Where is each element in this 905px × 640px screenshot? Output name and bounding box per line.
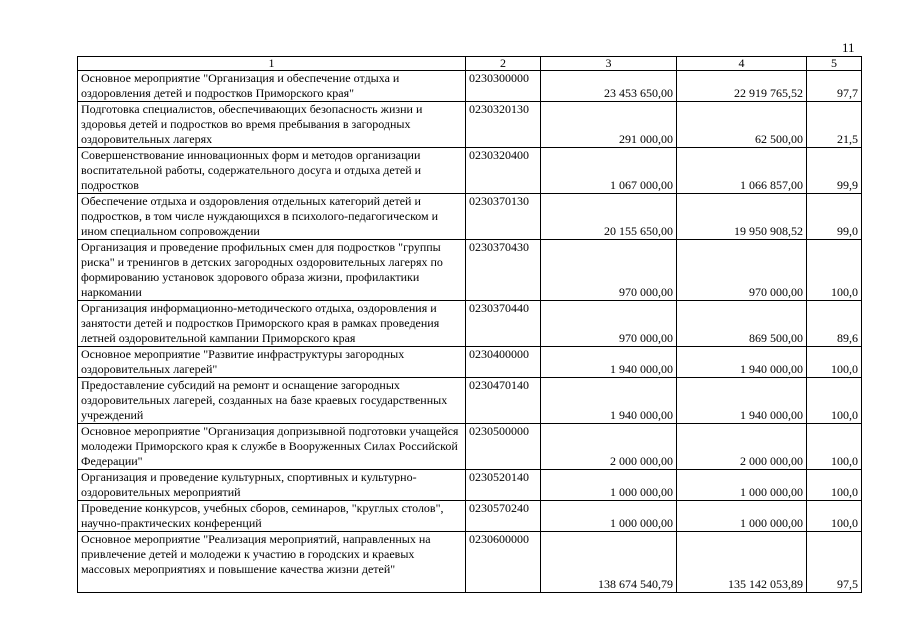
col-header-name: 1 — [78, 57, 466, 71]
row-code: 0230320130 — [466, 102, 541, 148]
row-code: 0230470140 — [466, 378, 541, 424]
table-row — [78, 378, 862, 424]
row-planned: 1 940 000,00 — [541, 347, 677, 378]
col-header-code: 2 — [466, 57, 541, 71]
row-name: Подготовка специалистов, обеспечивающих безопасность жизни и здоровья детей и подростков во время пребывания в загородных оздоровительных лагерях — [78, 102, 466, 148]
row-actual: 1 940 000,00 — [677, 378, 807, 424]
row-actual: 19 950 908,52 — [677, 194, 807, 240]
row-name: Основное мероприятие "Развитие инфраструктуры загородных оздоровительных лагерей" — [78, 347, 466, 378]
row-name: Организация и проведение культурных, спортивных и культурно-оздоровительных мероприятий — [78, 470, 466, 501]
row-code: 0230600000 — [466, 532, 541, 593]
col-header-actual: 4 — [677, 57, 807, 71]
row-percent: 89,6 — [807, 301, 862, 347]
row-name: Обеспечение отдыха и оздоровления отдельных категорий детей и подростков, в том числе нуждающихся в психолого-педагогическом и ином специальном сопровождении — [78, 194, 466, 240]
row-planned: 291 000,00 — [541, 102, 677, 148]
row-actual: 1 000 000,00 — [677, 501, 807, 532]
row-name: Организация информационно-методического отдыха, оздоровления и занятости детей и подростков Приморского края в рамках проведения летней оздоровительной кампании Приморского края — [78, 301, 466, 347]
row-actual: 970 000,00 — [677, 240, 807, 301]
row-percent: 100,0 — [807, 378, 862, 424]
row-name: Совершенствование инновационных форм и методов организации воспитательной работы, содержательного досуга и отдыха детей и подростков — [78, 148, 466, 194]
table-row — [78, 470, 862, 501]
row-code: 0230370430 — [466, 240, 541, 301]
table-row — [78, 532, 862, 593]
page-number: 11 — [842, 40, 855, 55]
row-planned: 970 000,00 — [541, 301, 677, 347]
row-percent: 97,7 — [807, 71, 862, 102]
row-planned: 1 000 000,00 — [541, 501, 677, 532]
row-planned: 2 000 000,00 — [541, 424, 677, 470]
row-name: Основное мероприятие "Реализация мероприятий, направленных на привлечение детей и молодежи к участию в городских и краевых массовых мероприятиях и повышение качества жизни детей" — [78, 532, 466, 593]
row-name: Основное мероприятие "Организация допризывной подготовки учащейся молодежи Приморского края к службе в Вооруженных Силах Российской Федерации" — [78, 424, 466, 470]
row-code: 0230400000 — [466, 347, 541, 378]
row-name: Проведение конкурсов, учебных сборов, семинаров, "круглых столов", научно-практических конференций — [78, 501, 466, 532]
table-row — [78, 194, 862, 240]
row-actual: 1 940 000,00 — [677, 347, 807, 378]
col-header-planned: 3 — [541, 57, 677, 71]
row-actual: 1 000 000,00 — [677, 470, 807, 501]
row-code: 0230500000 — [466, 424, 541, 470]
row-planned: 970 000,00 — [541, 240, 677, 301]
row-planned: 1 940 000,00 — [541, 378, 677, 424]
row-name: Предоставление субсидий на ремонт и оснащение загородных оздоровительных лагерей, созданных на базе краевых государственных учреждений — [78, 378, 466, 424]
table-row — [78, 424, 862, 470]
row-actual: 869 500,00 — [677, 301, 807, 347]
table-row — [78, 501, 862, 532]
table-row — [78, 240, 862, 301]
row-code: 0230370130 — [466, 194, 541, 240]
row-percent: 21,5 — [807, 102, 862, 148]
row-planned: 20 155 650,00 — [541, 194, 677, 240]
row-code: 0230570240 — [466, 501, 541, 532]
budget-table — [77, 56, 862, 593]
table-row — [78, 102, 862, 148]
row-planned: 138 674 540,79 — [541, 532, 677, 593]
row-name: Организация и проведение профильных смен для подростков "группы риска" и тренингов в детских загородных оздоровительных лагерях по формированию установок здорового образа жизни, профилактики наркомании — [78, 240, 466, 301]
row-code: 0230300000 — [466, 71, 541, 102]
row-actual: 22 919 765,52 — [677, 71, 807, 102]
col-header-percent: 5 — [807, 57, 862, 71]
row-code: 0230370440 — [466, 301, 541, 347]
row-percent: 97,5 — [807, 532, 862, 593]
row-planned: 1 067 000,00 — [541, 148, 677, 194]
table-row — [78, 347, 862, 378]
row-actual: 62 500,00 — [677, 102, 807, 148]
row-percent: 100,0 — [807, 347, 862, 378]
row-code: 0230320400 — [466, 148, 541, 194]
row-actual: 2 000 000,00 — [677, 424, 807, 470]
row-actual: 1 066 857,00 — [677, 148, 807, 194]
row-code: 0230520140 — [466, 470, 541, 501]
row-actual: 135 142 053,89 — [677, 532, 807, 593]
table-row — [78, 301, 862, 347]
row-percent: 99,0 — [807, 194, 862, 240]
table-row — [78, 71, 862, 102]
row-percent: 100,0 — [807, 470, 862, 501]
header-row — [78, 57, 862, 71]
row-name: Основное мероприятие "Организация и обеспечение отдыха и оздоровления детей и подростков Приморского края" — [78, 71, 466, 102]
row-percent: 100,0 — [807, 240, 862, 301]
table-row — [78, 148, 862, 194]
row-percent: 100,0 — [807, 424, 862, 470]
row-planned: 23 453 650,00 — [541, 71, 677, 102]
row-percent: 100,0 — [807, 501, 862, 532]
row-percent: 99,9 — [807, 148, 862, 194]
row-planned: 1 000 000,00 — [541, 470, 677, 501]
